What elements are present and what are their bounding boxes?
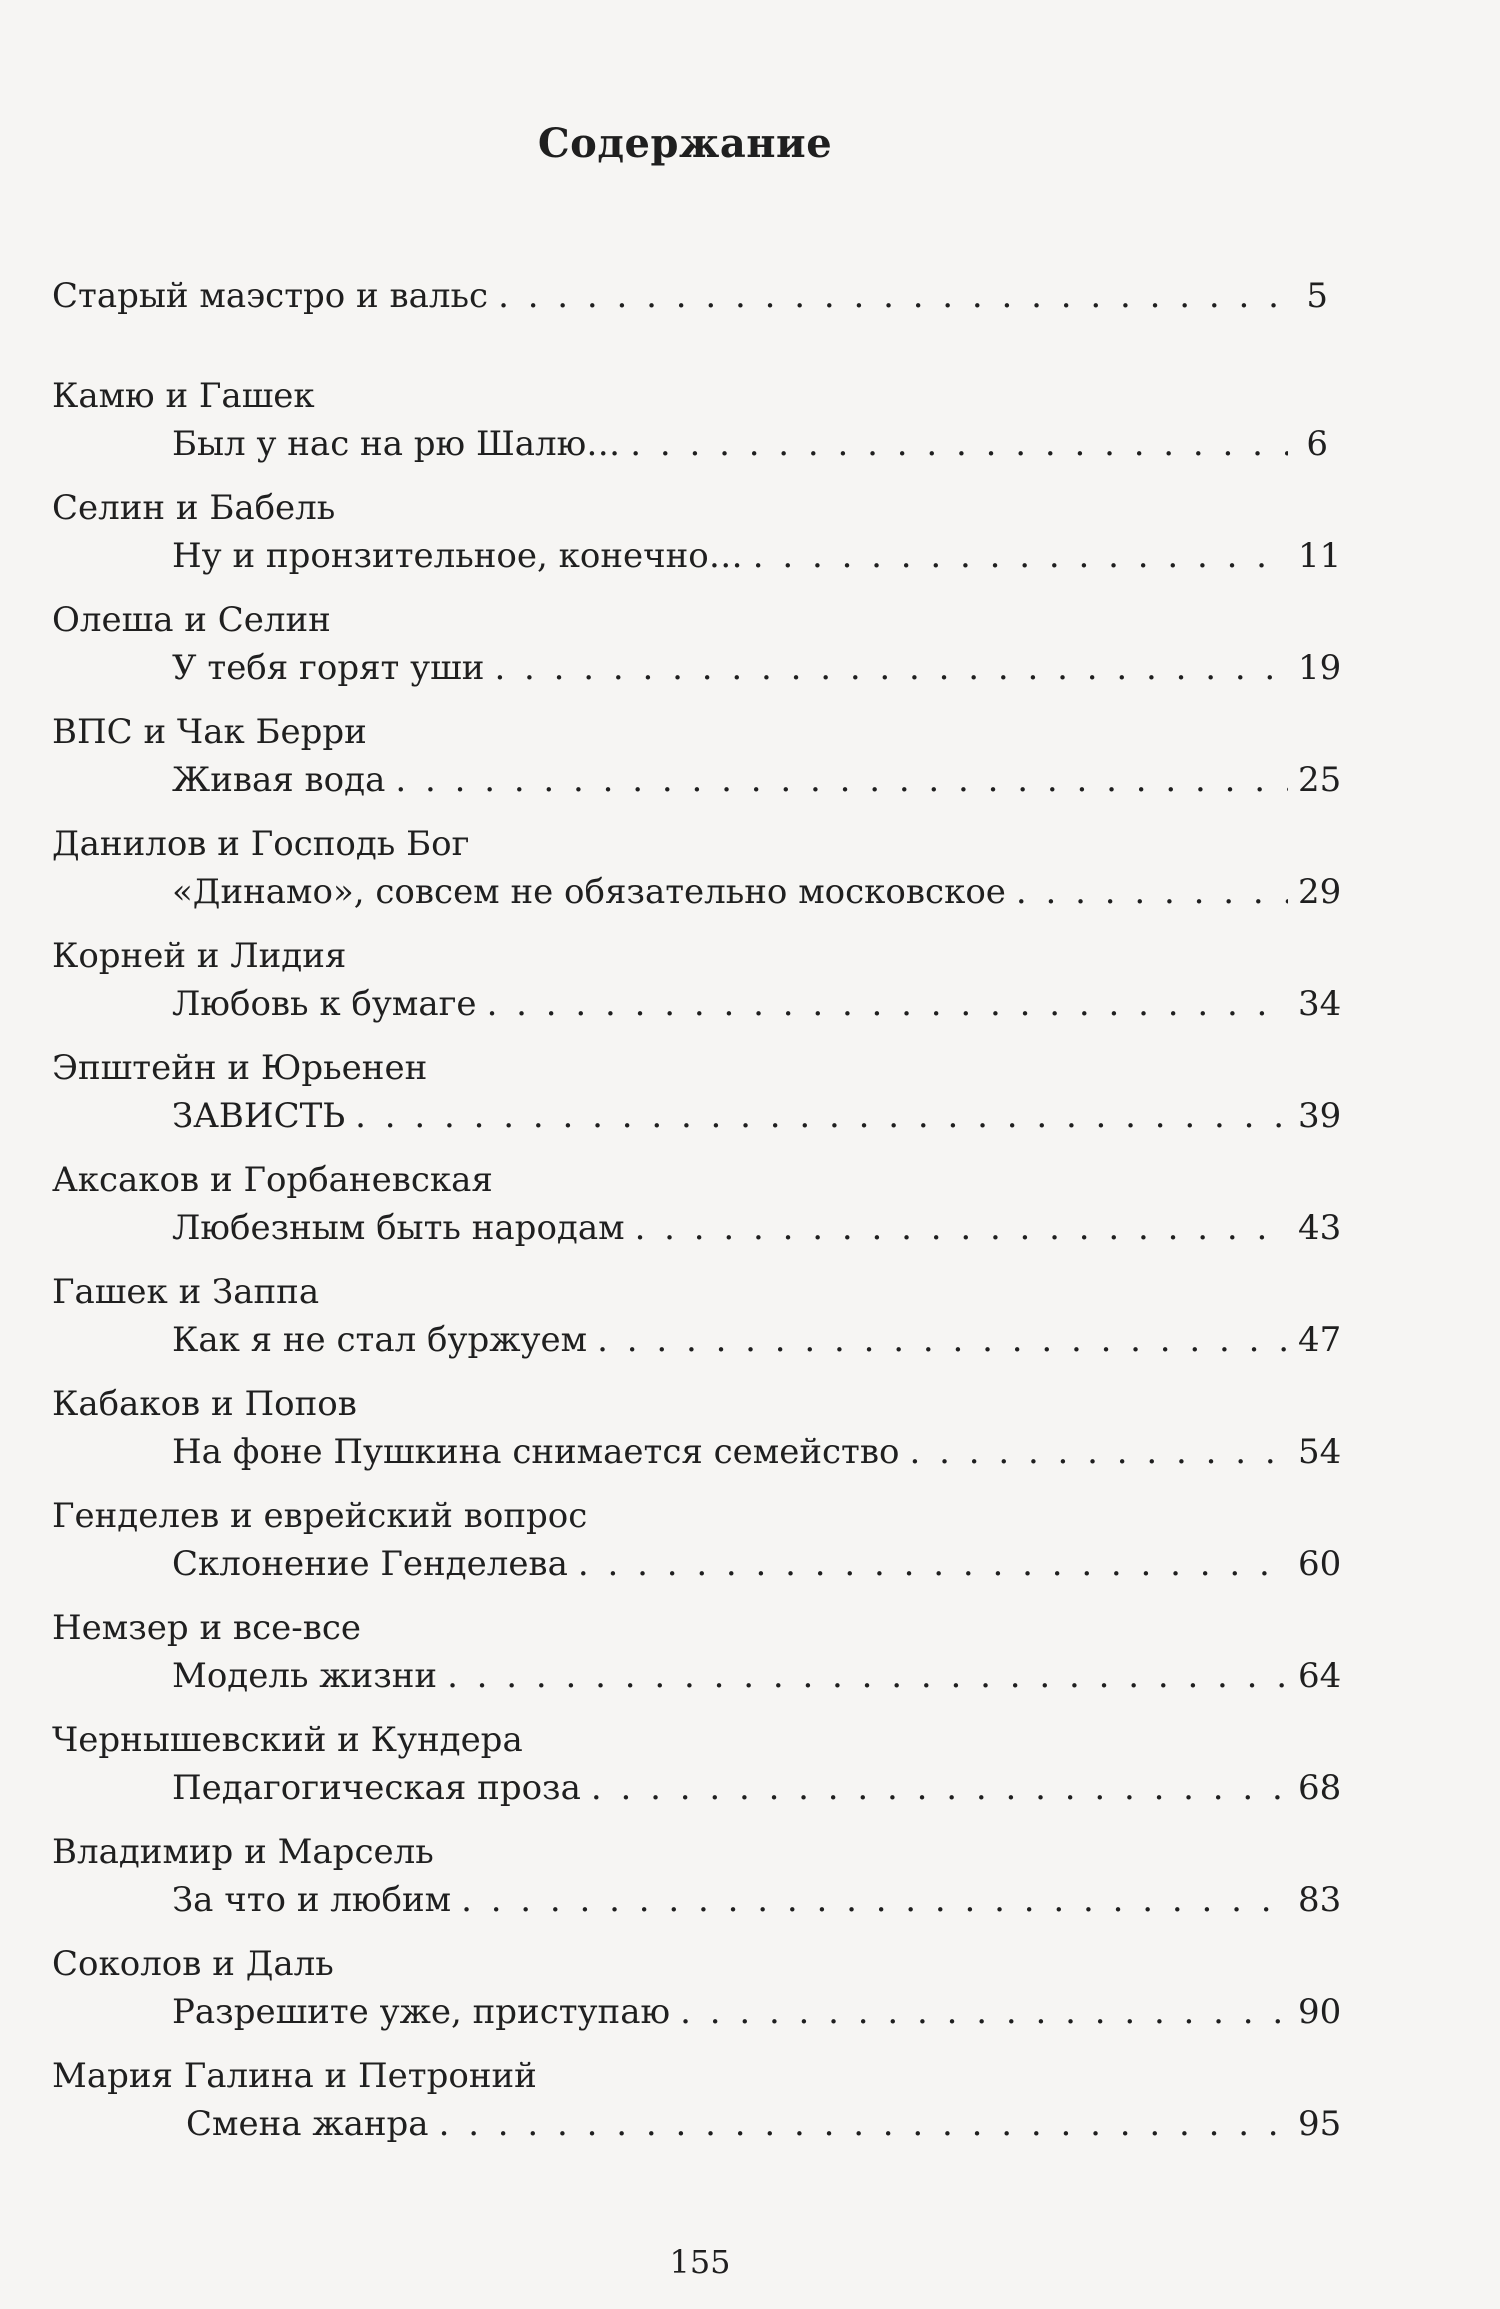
toc-page-number: 47	[1298, 1320, 1342, 1360]
toc-work-title: У тебя горят уши	[172, 648, 485, 688]
toc-author: Чернышевский и Кундера	[52, 1720, 523, 1760]
toc-page-number: 5	[1306, 276, 1328, 316]
toc-line[interactable]	[172, 758, 1342, 802]
toc-leader-dots	[461, 1878, 1288, 1922]
toc-work-title: Разрешите уже, приступаю	[172, 1992, 671, 2032]
toc-page-number: 25	[1298, 760, 1342, 800]
toc-work-title: За что и любим	[172, 1880, 452, 1920]
toc-line[interactable]	[172, 1094, 1342, 1138]
toc-work-title: «Динамо», совсем не обязательно московское	[172, 872, 1006, 912]
toc-leader-dots	[591, 1766, 1288, 1810]
toc-leader-dots	[494, 646, 1288, 690]
toc-leader-dots	[909, 1430, 1288, 1474]
toc-leader-dots	[680, 1990, 1288, 2034]
toc-line[interactable]	[172, 1654, 1342, 1698]
toc-work-title: На фоне Пушкина снимается семейство	[172, 1432, 900, 1472]
toc-leader-dots	[1016, 870, 1288, 914]
toc-page-number: 19	[1298, 648, 1342, 688]
toc-leader-dots	[355, 1094, 1288, 1138]
toc-leader-dots	[439, 2102, 1288, 2146]
toc-page-number: 68	[1298, 1768, 1342, 1808]
toc-author: Генделев и еврейский вопрос	[52, 1496, 588, 1536]
page-title: Содержание	[537, 120, 833, 167]
toc-author: Немзер и все-все	[52, 1608, 362, 1648]
toc-page-number: 34	[1298, 984, 1342, 1024]
toc-line[interactable]	[172, 1206, 1342, 1250]
toc-work-title: ЗАВИСТЬ	[172, 1096, 346, 1136]
toc-author: Мария Галина и Петроний	[52, 2056, 537, 2096]
toc-line[interactable]	[172, 1878, 1342, 1922]
toc-page-number: 29	[1298, 872, 1342, 912]
toc-leader-dots	[578, 1542, 1288, 1586]
toc-leader-dots	[395, 758, 1288, 802]
toc-author: ВПС и Чак Берри	[52, 712, 367, 752]
toc-author: Олеша и Селин	[52, 600, 331, 640]
toc-page-number: 83	[1298, 1880, 1342, 1920]
toc-leader-dots	[635, 1206, 1288, 1250]
toc-work-title: Педагогическая проза	[172, 1768, 581, 1808]
toc-line[interactable]	[172, 646, 1342, 690]
toc-line[interactable]	[172, 982, 1342, 1026]
toc-author: Селин и Бабель	[52, 488, 336, 528]
toc-author: Аксаков и Горбаневская	[52, 1160, 493, 1200]
toc-author: Кабаков и Попов	[52, 1384, 357, 1424]
toc-line[interactable]	[186, 2102, 1342, 2146]
toc-author: Владимир и Марсель	[52, 1832, 434, 1872]
toc-author: Корней и Лидия	[52, 936, 347, 976]
toc-page-number: 95	[1298, 2104, 1342, 2144]
toc-line[interactable]	[172, 1990, 1342, 2034]
toc-page-number: 64	[1298, 1656, 1342, 1696]
toc-leader-dots	[597, 1318, 1288, 1362]
toc-page-number: 6	[1306, 424, 1328, 464]
toc-line[interactable]	[172, 870, 1342, 914]
toc-line[interactable]	[172, 534, 1342, 578]
toc-leader-dots	[487, 982, 1288, 1026]
toc-leader-dots	[498, 274, 1288, 318]
toc-work-title: Любезным быть народам	[172, 1208, 625, 1248]
toc-page-number: 90	[1298, 1992, 1342, 2032]
toc-line[interactable]	[52, 274, 1328, 318]
toc-work-title: Смена жанра	[186, 2104, 429, 2144]
toc-leader-dots	[447, 1654, 1288, 1698]
toc-work-title: Живая вода	[172, 760, 386, 800]
toc-work-title: Ну и пронзительное, конечно…	[172, 536, 743, 576]
toc-line[interactable]	[172, 1318, 1342, 1362]
toc-page-number: 54	[1298, 1432, 1342, 1472]
toc-line[interactable]	[172, 1430, 1342, 1474]
toc-work-title: Любовь к бумаге	[172, 984, 477, 1024]
toc-author: Соколов и Даль	[52, 1944, 334, 1984]
toc-line[interactable]	[172, 1766, 1342, 1810]
toc-work-title: Склонение Генделева	[172, 1544, 568, 1584]
toc-line[interactable]	[172, 422, 1328, 466]
toc-work-title: Был у нас на рю Шалю…	[172, 424, 621, 464]
toc-leader-dots	[753, 534, 1288, 578]
toc-author: Гашек и Заппа	[52, 1272, 320, 1312]
toc-page-number: 11	[1298, 536, 1342, 576]
toc-author: Камю и Гашек	[52, 376, 315, 416]
toc-work-title: Как я не стал буржуем	[172, 1320, 588, 1360]
toc-work-title: Модель жизни	[172, 1656, 438, 1696]
page-number: 155	[669, 2243, 731, 2281]
toc-page-number: 43	[1298, 1208, 1342, 1248]
toc-author: Данилов и Господь Бог	[52, 824, 470, 864]
toc-page-number: 39	[1298, 1096, 1342, 1136]
toc-author: Эпштейн и Юрьенен	[52, 1048, 428, 1088]
toc-work-title: Старый маэстро и вальс	[52, 276, 489, 316]
toc-leader-dots	[630, 422, 1288, 466]
toc-line[interactable]	[172, 1542, 1342, 1586]
toc-page-number: 60	[1298, 1544, 1342, 1584]
